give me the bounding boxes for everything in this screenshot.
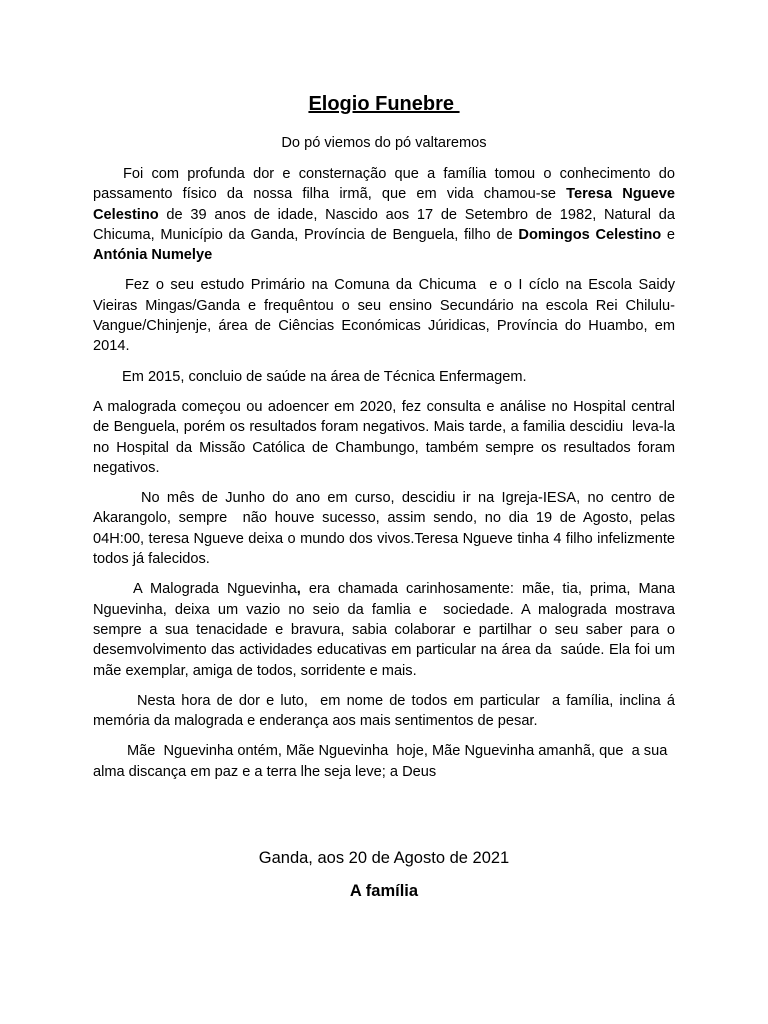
- paragraph-5: No mês de Junho do ano em curso, descidiu ir na Igreja-IESA, no centro de Akarangolo, sempre não houve sucesso, assim sendo, no dia 19 de Agosto, pelas 04H:00, teresa Ngueve deixa o mundo dos vivos.Teresa Ngueve tinha 4 filho infelizmente todos já falecidos.: [93, 490, 680, 568]
- paragraph-2: Fez o seu estudo Primário na Comuna da Chicuma e o I cíclo na Escola Saidy Vieiras Mingas/Ganda e frequêntou o seu ensino Secundário na escola Rei Chilulu-Vangue/Chinjenje, área de Ciências Económicas Júridicas, Província do Huambo, em 2014.: [93, 277, 680, 355]
- paragraph-8: Mãe Nguevinha ontém, Mãe Nguevinha hoje, Mãe Nguevinha amanhã, que a sua alma discança em paz e a terra lhe seja leve; a Deus: [93, 743, 672, 780]
- signature: A família: [349, 882, 419, 900]
- document-subtitle: Do pó viemos do pó valtaremos: [281, 135, 487, 151]
- paragraph-4: A malograda começou ou adoencer em 2020, fez consulta e análise no Hospital central de Benguela, porém os resultados foram negativos. Mais tarde, a familia descidiu leva-la no Hospital da Missão Católica de Chambungo, também sempre os resultados foram negativos.: [93, 398, 680, 476]
- p1-text-a: Foi com profunda dor e consternação que a família tomou o conhecimento do passamento físico da nossa filha irmã, que em vida chamou-se: [93, 166, 680, 203]
- paragraph-6: [93, 579, 680, 680]
- p6-text-b: era chamada carinhosamente: mãe, tia, prima, Mana Nguevinha, deixa um vazio no seio da famlia e sociedade. A malograda mostrava sempre a sua tenacidade e bravura, sabia colaborar e partilhar o seu saber para o desemvolvimento das actividades educativas em particular na área da saúde. Ela foi um mãe exemplar, amiga de todos, sorridente e mais.: [93, 581, 680, 679]
- father-name: Domingos Celestino: [518, 226, 662, 243]
- paragraph-1: [93, 164, 680, 265]
- p6-text-a: A Malograda Nguevinha: [133, 581, 297, 598]
- closing-date: Ganda, aos 20 de Agosto de 2021: [258, 849, 510, 867]
- paragraph-3: Em 2015, concluio de saúde na área de Técnica Enfermagem.: [122, 368, 527, 385]
- document-body: [93, 164, 680, 792]
- p1-text-c: e: [661, 226, 680, 243]
- mother-name: Antónia Numelye: [93, 247, 213, 264]
- paragraph-7: Nesta hora de dor e luto, em nome de todos em particular a família, inclina á memória da malograda e enderança aos mais sentimentos de pesar.: [93, 692, 680, 730]
- p6-bold-comma: ,: [296, 581, 301, 598]
- p1-text-b: de 39 anos de idade, Nascido aos 17 de Setembro de 1982, Natural da Chicuma, Município da Ganda, Província de Benguela, filho de: [93, 206, 680, 243]
- deceased-name: Teresa Ngueve Celestino: [93, 186, 680, 223]
- document-title: Elogio Funebre: [308, 93, 460, 115]
